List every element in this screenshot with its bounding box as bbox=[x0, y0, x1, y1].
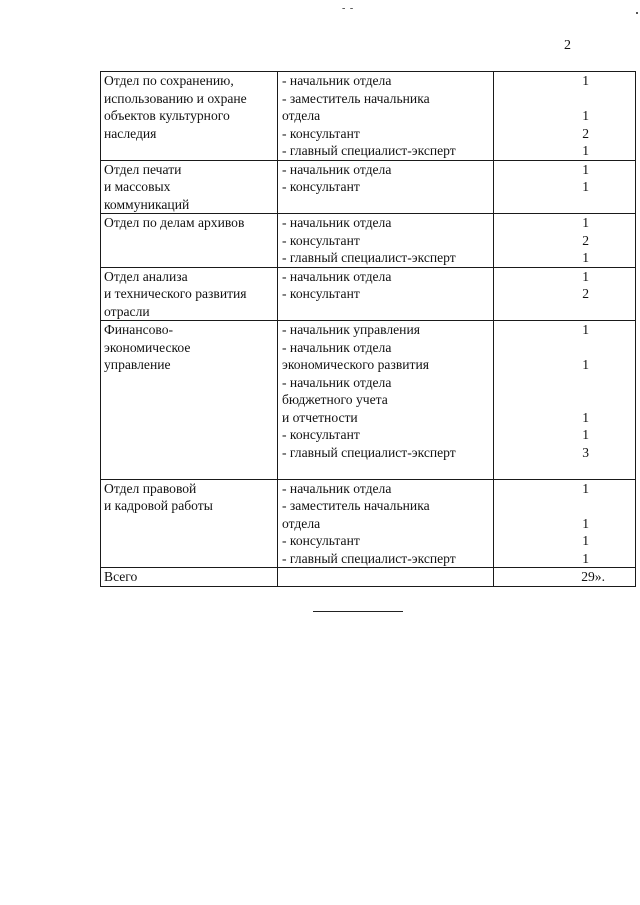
count-cell-line bbox=[494, 303, 589, 321]
positions-cell-line: - главный специалист-эксперт bbox=[282, 550, 456, 566]
positions-cell-line: - консультант bbox=[282, 533, 360, 548]
positions-cell-line: - консультант bbox=[282, 179, 360, 194]
department-cell-line bbox=[104, 550, 275, 568]
department-cell-line bbox=[104, 249, 275, 267]
department-cell-line bbox=[104, 391, 275, 409]
positions-cell-line: - начальник отдела bbox=[282, 215, 392, 230]
positions-cell bbox=[278, 160, 494, 214]
positions-cell-line: - заместитель начальника bbox=[282, 90, 430, 106]
positions-cell-line bbox=[282, 196, 493, 214]
department-cell bbox=[101, 214, 278, 268]
positions-cell-line: - начальник отдела bbox=[282, 339, 392, 355]
department-cell-line bbox=[104, 515, 275, 533]
total-value bbox=[494, 568, 636, 587]
department-cell-line: Отдел анализа bbox=[104, 268, 188, 284]
total-value-text: 29». bbox=[581, 569, 605, 584]
total-empty-cell bbox=[278, 568, 494, 587]
total-row bbox=[101, 568, 636, 587]
department-cell-line: использованию и охране bbox=[104, 90, 247, 106]
count-cell-line: 1 bbox=[582, 409, 589, 425]
count-cell-line: 1 bbox=[582, 73, 589, 88]
department-cell-line: наследия bbox=[104, 125, 157, 141]
department-cell bbox=[101, 479, 278, 568]
count-cell-line: 1 bbox=[582, 268, 589, 284]
department-cell-line: Отдел правовой bbox=[104, 480, 197, 496]
count-cell-line: 1 bbox=[582, 179, 589, 194]
positions-cell bbox=[278, 214, 494, 268]
department-cell-line bbox=[104, 532, 275, 550]
department-cell-line: коммуникаций bbox=[104, 196, 190, 212]
count-cell-line: 1 bbox=[582, 550, 589, 566]
page-number: 2 bbox=[564, 38, 571, 53]
positions-cell bbox=[278, 267, 494, 321]
department-cell bbox=[101, 72, 278, 161]
department-cell-line: Отдел печати bbox=[104, 161, 182, 177]
positions-cell-line: - заместитель начальника bbox=[282, 498, 430, 513]
table-row bbox=[101, 72, 636, 161]
table-row bbox=[101, 321, 636, 480]
positions-cell-line: экономического развития bbox=[282, 357, 429, 372]
department-cell-line: Отдел по делам архивов bbox=[104, 215, 245, 230]
table-row bbox=[101, 479, 636, 568]
count-cell-line: 3 bbox=[582, 444, 589, 460]
count-cell-line: 1 bbox=[582, 533, 589, 548]
count-cell-line: 1 bbox=[582, 108, 589, 123]
corner-dot bbox=[636, 12, 638, 14]
count-cell-line: 2 bbox=[582, 125, 589, 141]
department-cell-line: Финансово- bbox=[104, 322, 174, 337]
count-cell-line: 1 bbox=[582, 427, 589, 442]
positions-cell bbox=[278, 479, 494, 568]
positions-cell-line: - главный специалист-эксперт bbox=[282, 444, 456, 460]
count-cell-line bbox=[494, 374, 589, 392]
department-cell-line: экономическое bbox=[104, 339, 191, 355]
count-cell-line: 1 bbox=[582, 143, 589, 158]
count-cell-line: 1 bbox=[582, 515, 589, 531]
count-cell bbox=[494, 72, 636, 161]
count-cell bbox=[494, 479, 636, 568]
count-cell-line bbox=[494, 339, 589, 357]
department-cell-line: и технического развития bbox=[104, 286, 247, 301]
count-cell bbox=[494, 214, 636, 268]
positions-cell-line: - консультант bbox=[282, 125, 360, 141]
positions-cell bbox=[278, 321, 494, 480]
count-cell-line: 1 bbox=[582, 357, 589, 372]
department-cell-line bbox=[104, 374, 275, 392]
positions-cell-line: - начальник управления bbox=[282, 322, 420, 337]
department-cell-line: объектов культурного bbox=[104, 108, 230, 123]
count-cell-line bbox=[494, 196, 589, 214]
staff-table bbox=[100, 71, 636, 587]
count-cell bbox=[494, 321, 636, 480]
positions-cell-line: - консультант bbox=[282, 232, 360, 248]
count-cell-line bbox=[494, 497, 589, 515]
positions-cell-line: и отчетности bbox=[282, 409, 358, 425]
positions-cell-line bbox=[282, 303, 493, 321]
count-cell-line: 1 bbox=[582, 480, 589, 496]
positions-cell-line: - начальник отдела bbox=[282, 480, 392, 496]
department-cell-line bbox=[104, 461, 275, 479]
count-cell-line: 1 bbox=[582, 161, 589, 177]
count-cell-line: 1 bbox=[582, 322, 589, 337]
positions-cell-line: - консультант bbox=[282, 286, 360, 301]
staff-table-body bbox=[101, 72, 636, 587]
top-mark: - - bbox=[342, 3, 355, 14]
count-cell-line: 1 bbox=[582, 215, 589, 230]
positions-cell-line: бюджетного учета bbox=[282, 392, 388, 407]
count-cell-line bbox=[494, 461, 589, 479]
table-row bbox=[101, 214, 636, 268]
department-cell-line bbox=[104, 426, 275, 444]
positions-cell-line bbox=[282, 461, 493, 479]
department-cell-line bbox=[104, 409, 275, 427]
closing-rule bbox=[313, 611, 403, 612]
table-row bbox=[101, 267, 636, 321]
positions-cell-line: - главный специалист-эксперт bbox=[282, 250, 456, 265]
table-row bbox=[101, 160, 636, 214]
total-label bbox=[101, 568, 278, 587]
department-cell-line: и массовых bbox=[104, 179, 171, 194]
department-cell bbox=[101, 267, 278, 321]
count-cell-line bbox=[494, 90, 589, 108]
department-cell bbox=[101, 321, 278, 480]
department-cell-line bbox=[104, 142, 275, 160]
department-cell bbox=[101, 160, 278, 214]
count-cell bbox=[494, 160, 636, 214]
positions-cell-line: - начальник отдела bbox=[282, 374, 392, 390]
count-cell-line bbox=[494, 391, 589, 409]
positions-cell-line: - главный специалист-эксперт bbox=[282, 143, 456, 158]
positions-cell-line: - начальник отдела bbox=[282, 268, 392, 284]
count-cell-line: 2 bbox=[582, 286, 589, 301]
positions-cell-line: отдела bbox=[282, 515, 321, 531]
positions-cell-line: - начальник отдела bbox=[282, 161, 392, 177]
department-cell-line: отрасли bbox=[104, 303, 150, 319]
count-cell bbox=[494, 267, 636, 321]
count-cell-line: 2 bbox=[582, 232, 589, 248]
total-label-text: Всего bbox=[104, 569, 138, 584]
department-cell-line: и кадровой работы bbox=[104, 498, 213, 513]
positions-cell bbox=[278, 72, 494, 161]
positions-cell-line: отдела bbox=[282, 108, 321, 123]
count-cell-line: 1 bbox=[582, 250, 589, 265]
positions-cell-line: - консультант bbox=[282, 427, 360, 442]
department-cell-line bbox=[104, 444, 275, 462]
department-cell-line: Отдел по сохранению, bbox=[104, 73, 234, 88]
department-cell-line bbox=[104, 232, 275, 250]
department-cell-line: управление bbox=[104, 357, 171, 372]
positions-cell-line: - начальник отдела bbox=[282, 73, 392, 88]
